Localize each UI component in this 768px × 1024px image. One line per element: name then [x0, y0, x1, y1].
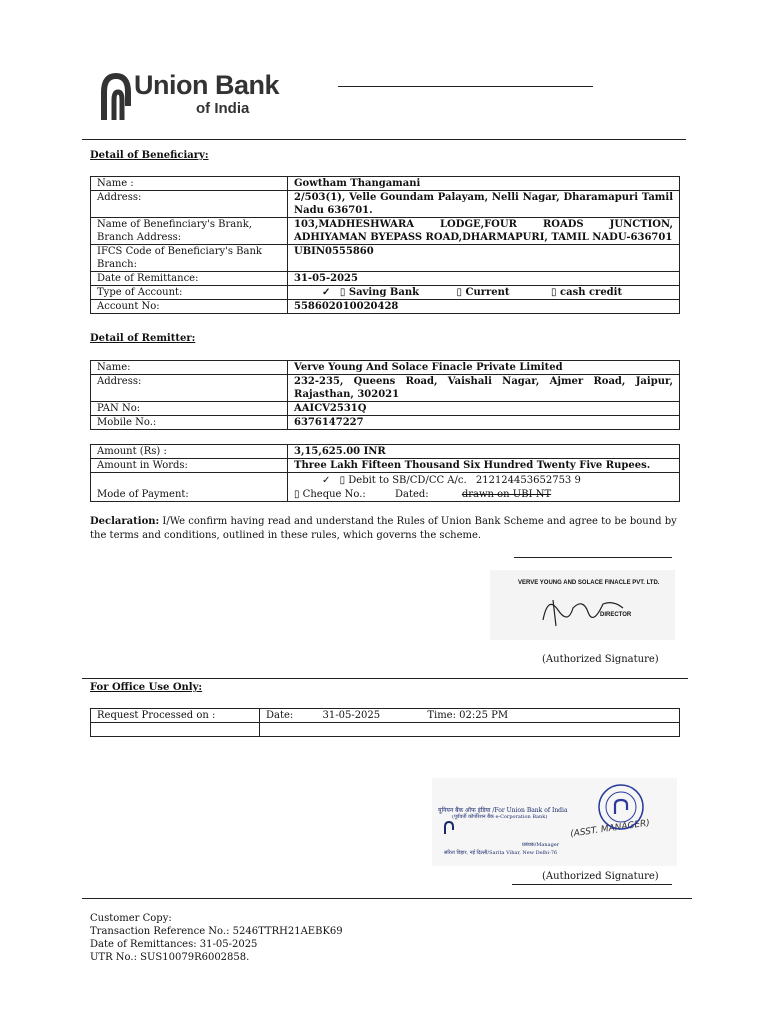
table-row: [91, 416, 680, 430]
field-value: 6376147227: [288, 416, 680, 430]
field-label: [91, 473, 288, 502]
field-label: Name:: [91, 361, 288, 375]
request-processed-label: Request Processed on :: [91, 709, 260, 723]
union-bank-logo-icon: [96, 70, 132, 126]
field-label: Type of Account:: [91, 286, 288, 300]
divider: [82, 139, 686, 140]
amount-table: [90, 444, 680, 502]
stamp-company: VERVE YOUNG AND SOLACE FINACLE PVT. LTD.: [518, 580, 660, 586]
field-label: PAN No:: [91, 402, 288, 416]
field-label: Address:: [91, 191, 288, 218]
field-label: Amount (Rs) :: [91, 445, 288, 459]
beneficiary-heading: Detail of Beneficiary:: [90, 150, 209, 161]
drawn-on-label: drawn on UBI NT: [461, 489, 552, 500]
office-heading: For Office Use Only:: [90, 682, 203, 693]
field-value: AAICV2531Q: [288, 402, 680, 416]
table-row: [91, 473, 680, 502]
field-label: Address:: [91, 375, 288, 402]
field-value: 31-05-2025: [288, 272, 680, 286]
declaration-label: Declaration:: [90, 516, 160, 527]
authorized-signature-caption: (Authorized Signature): [542, 654, 659, 665]
stamp-bank-line2: (पूर्ववर्ती कॉर्पोरेशन बैंक e-Corporation Bank): [452, 814, 548, 820]
field-label: Amount in Words:: [91, 459, 288, 473]
field-label: Name of Benefinciary's Brank, Branch Address:: [91, 218, 288, 245]
table-row: [91, 723, 680, 737]
stamp-title: DIRECTOR: [600, 612, 632, 618]
field-value: Verve Young And Solace Finacle Private Limited: [288, 361, 680, 375]
field-label: Account No:: [91, 300, 288, 314]
table-row: [91, 191, 680, 218]
handwritten-asst-manager: (ASST. MANAGER): [569, 818, 651, 840]
customer-copy: Customer Copy:: [90, 913, 172, 924]
debit-line: [322, 474, 581, 487]
logo-line1: Union Bank: [134, 70, 280, 100]
table-row: [91, 402, 680, 416]
field-value: 103,MADHESHWARA LODGE,FOUR ROADS JUNCTION, ADHIYAMAN BYEPASS ROAD,DHARMAPURI, TAMIL NADU-636701: [288, 218, 680, 245]
cheque-line: [294, 488, 551, 501]
field-value: UBIN0555860: [288, 245, 680, 272]
top-signature-line: [338, 86, 593, 87]
round-seal-icon: [596, 782, 646, 832]
dated-label: Dated:: [394, 489, 429, 500]
date-value: 31-05-2025: [322, 710, 381, 721]
check-icon: ✓: [322, 475, 331, 486]
field-label: IFCS Code of Beneficiary's Bank Branch:: [91, 245, 288, 272]
table-row: [91, 361, 680, 375]
remitter-heading: Detail of Remitter:: [90, 333, 196, 344]
office-date-time: [260, 709, 680, 723]
table-row: [91, 300, 680, 314]
check-icon: ✓: [322, 287, 331, 298]
footer: [90, 912, 343, 964]
divider: [82, 678, 688, 679]
union-bank-small-logo-icon: [442, 820, 456, 836]
date-of-remittances: Date of Remittances: 31-05-2025: [90, 939, 258, 950]
table-row: [91, 245, 680, 272]
bank-stamp: [432, 778, 677, 866]
field-label: Name :: [91, 177, 288, 191]
field-value: Three Lakh Fifteen Thousand Six Hundred Twenty Five Rupees.: [288, 459, 680, 473]
table-row: [91, 286, 680, 300]
declaration-text: I/We confirm having read and understand the Rules of Union Bank Scheme and agree to be bound by the terms and conditions, outlined in these rules, which governs the scheme.: [90, 516, 677, 541]
office-table: [90, 708, 680, 737]
current-option[interactable]: ▯ Current: [456, 287, 510, 298]
table-row: [91, 272, 680, 286]
signature-line: [512, 884, 672, 885]
empty-cell: [91, 723, 260, 737]
table-row: [91, 445, 680, 459]
empty-cell: [260, 723, 680, 737]
beneficiary-table: [90, 176, 680, 314]
field-value: 558602010020428: [288, 300, 680, 314]
field-value: Gowtham Thangamani: [288, 177, 680, 191]
payment-mode-options: [288, 473, 680, 502]
table-row: [91, 709, 680, 723]
table-row: [91, 459, 680, 473]
logo-line2: of India: [196, 100, 250, 117]
handwritten-signature-icon: [538, 590, 628, 630]
stamp-bank-line1: यूनियन बैंक ऑफ इंडिया /For Union Bank of India: [438, 807, 568, 814]
divider: [82, 898, 692, 899]
utr-number: UTR No.: SUS10079R6002858.: [90, 952, 250, 963]
stamp-branch: सरिता विहार, नई दिल्ली/Sarita Vihar, New Delhi-76: [444, 850, 558, 856]
remitter-table: [90, 360, 680, 430]
cash-credit-option[interactable]: ▯ cash credit: [551, 287, 623, 298]
cheque-option[interactable]: ▯ Cheque No.:: [294, 489, 366, 500]
date-label: Date:: [266, 710, 294, 721]
mode-of-payment-label: Mode of Payment:: [97, 489, 189, 500]
debit-account-number: 212124453652753 9: [475, 475, 581, 486]
authorized-signature-caption-2: (Authorized Signature): [542, 871, 659, 882]
field-value: 2/503(1), Velle Goundam Palayam, Nelli Nagar, Dharamapuri Tamil Nadu 636701.: [288, 191, 680, 218]
field-value: 232-235, Queens Road, Vaishali Nagar, Ajmer Road, Jaipur, Rajasthan, 302021: [288, 375, 680, 402]
debit-option[interactable]: ▯ Debit to SB/CD/CC A/c.: [339, 475, 467, 486]
cheque-underline: [448, 501, 670, 502]
table-row: [91, 218, 680, 245]
field-value: 3,15,625.00 INR: [288, 445, 680, 459]
time-value: Time: 02:25 PM: [427, 710, 509, 721]
field-label: Mobile No.:: [91, 416, 288, 430]
signature-line: [514, 557, 672, 558]
director-signature-stamp: [490, 570, 675, 640]
table-row: [91, 177, 680, 191]
stamp-manager: प्रबंधक/Manager: [522, 842, 560, 848]
bank-logo: [96, 70, 280, 126]
saving-bank-option[interactable]: ▯ Saving Bank: [339, 287, 420, 298]
account-type-options: [288, 286, 680, 300]
transaction-reference: Transaction Reference No.: 5246TTRH21AEBK69: [90, 926, 343, 937]
field-label: Date of Remittance:: [91, 272, 288, 286]
table-row: [91, 375, 680, 402]
declaration: [90, 515, 680, 543]
